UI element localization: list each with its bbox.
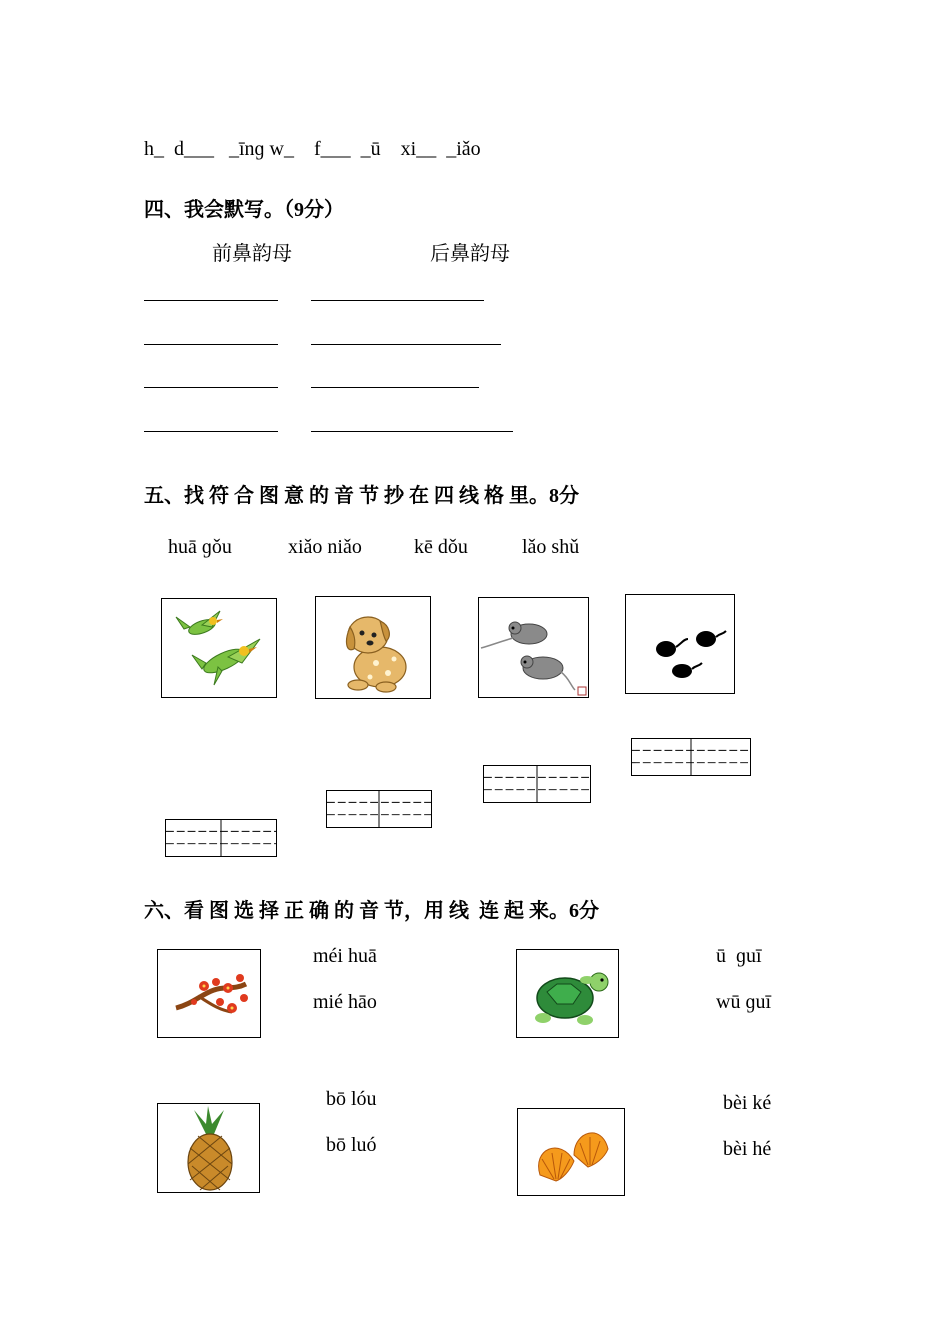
four-line-grid[interactable]	[165, 819, 277, 857]
syllable-option: kē dǒu	[414, 536, 468, 558]
back-nasal-label: 后鼻韵母	[430, 243, 510, 265]
syllable-option: xiǎo niǎo	[288, 536, 362, 558]
answer-line[interactable]	[311, 344, 501, 345]
mice-picture	[478, 597, 589, 698]
answer-line[interactable]	[311, 387, 479, 388]
answer-line[interactable]	[144, 387, 278, 388]
syllable-option: huā ɡǒu	[168, 536, 232, 558]
answer-line[interactable]	[144, 300, 278, 301]
front-nasal-label: 前鼻韵母	[212, 243, 292, 265]
answer-line[interactable]	[144, 431, 278, 432]
syllable-option[interactable]: mié hāo	[313, 991, 377, 1013]
syllable-option[interactable]: bō lóu	[326, 1088, 377, 1110]
section-4-title: 四、我会默写。（9分）	[144, 199, 344, 221]
fill-in-blanks-line: h_ d___ _īnɡ w_ f___ _ū xi__ _iǎo	[144, 138, 481, 160]
syllable-option: lǎo shǔ	[522, 536, 580, 558]
pineapple-picture	[157, 1103, 260, 1193]
syllable-option[interactable]: méi huā	[313, 945, 377, 967]
puppy-picture	[315, 596, 431, 699]
shells-picture	[517, 1108, 625, 1196]
tadpoles-picture	[625, 594, 735, 694]
four-line-grid[interactable]	[483, 765, 591, 803]
answer-line[interactable]	[144, 344, 278, 345]
syllable-option[interactable]: ū ɡuī	[716, 945, 762, 967]
answer-line[interactable]	[311, 300, 484, 301]
four-line-grid[interactable]	[326, 790, 432, 828]
syllable-option[interactable]: bèi hé	[723, 1138, 772, 1160]
syllable-option[interactable]: wū ɡuī	[716, 991, 771, 1013]
birds-picture	[161, 598, 277, 698]
syllable-option[interactable]: bō luó	[326, 1134, 377, 1156]
four-line-grid[interactable]	[631, 738, 751, 776]
section-6-title: 六、看 图 选 择 正 确 的 音 节，用 线 连 起 来。6分	[144, 900, 599, 922]
answer-line[interactable]	[311, 431, 513, 432]
section-5-title: 五、找 符 合 图 意 的 音 节 抄 在 四 线 格 里。8分	[144, 485, 579, 507]
plum-blossom-picture	[157, 949, 261, 1038]
turtle-picture	[516, 949, 619, 1038]
syllable-option[interactable]: bèi ké	[723, 1092, 772, 1114]
